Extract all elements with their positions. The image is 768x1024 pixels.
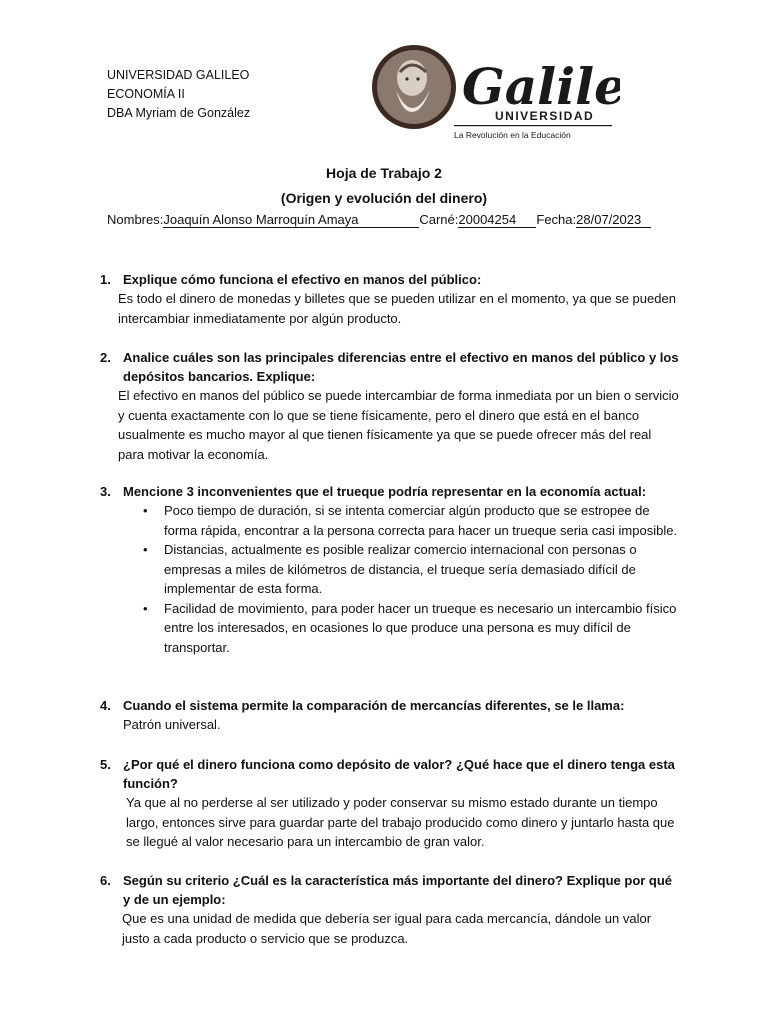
logo-tagline: La Revolución en la Educación <box>454 130 571 140</box>
worksheet-subtitle: (Origen y evolución del dinero) <box>280 190 488 206</box>
galileo-logo <box>370 42 620 142</box>
date-label: Fecha: <box>536 212 577 227</box>
university-name: UNIVERSIDAD GALILEO <box>107 68 250 82</box>
galileo-logo-graphic <box>370 42 620 142</box>
carne-label: Carné: <box>419 212 459 227</box>
question-3 <box>100 482 680 657</box>
carne-value: 20004254 <box>458 212 536 228</box>
question-4 <box>100 696 680 735</box>
question-5 <box>100 755 680 852</box>
answer-text: El efectivo en manos del público se puede intercambiar de forma inmediata por un bien o servicio y cuenta exactamente con lo que se tiene físicamente, pero el dinero que está en el banco usualmente es mucho mayor al que tienen físicamente ya que se puede ofrecer más del real para motivar la economía. <box>118 388 679 462</box>
list-item: • Poco tiempo de duración, si se intenta comerciar algún producto que se estropee de forma rápida, encontrar a la persona correcta para hacer un trueque seria casi imposible. <box>100 501 680 540</box>
logo-wordmark: Galil <box>462 57 595 116</box>
question-text: Explique cómo funciona el efectivo en manos del público: <box>123 272 482 287</box>
worksheet-title: Hoja de Trabajo 2 <box>326 165 442 181</box>
names-label: Nombres: <box>107 212 164 227</box>
question-number: 6. <box>100 873 111 888</box>
question-number: 2. <box>100 350 111 365</box>
question-text: Cuando el sistema permite la comparación de mercancías diferentes, se le llama: <box>123 698 625 713</box>
list-item: • Distancias, actualmente es posible realizar comercio internacional con personas o empresas a miles de kilómetros de distancia, el trueque sería demasiado difícil de implementar de esta forma. <box>100 540 680 599</box>
list-item: • Facilidad de movimiento, para poder hacer un trueque es necesario un intercambio físico entre los interesados, en ocasiones lo que produce una persona es muy difícil de transportar. <box>100 599 680 658</box>
answer-text: Que es una unidad de medida que debería ser igual para cada mercancía, dándole un valor justo a cada producto o servicio que se produzca. <box>122 911 652 946</box>
inconvenience-list <box>100 501 680 657</box>
date-value: 28/07/2023 <box>576 212 651 228</box>
question-1 <box>100 270 680 328</box>
institution-header <box>107 66 250 123</box>
answer-text: Es todo el dinero de monedas y billetes que se pueden utilizar en el momento, ya que se pueden intercambiar inmediatamente por algún producto. <box>118 291 676 326</box>
instructor-name: DBA Myriam de González <box>107 106 251 120</box>
question-number: 5. <box>100 757 111 772</box>
question-6 <box>100 871 680 948</box>
question-text: Según su criterio ¿Cuál es la característica más importante del dinero? Explique por qué y de un ejemplo: <box>123 873 673 907</box>
answer-text: Ya que al no perderse al ser utilizado y poder conservar su mismo estado durante un tiempo largo, entonces sirve para guardar parte del trabajo producido como dinero y juntarlo hasta que se llegué al valor necesario para un intercambio de gran valor. <box>126 795 675 849</box>
question-text: Analice cuáles son las principales diferencias entre el efectivo en manos del público y los depósitos bancarios. Explique: <box>123 350 679 384</box>
course-name: ECONOMÍA II <box>107 87 185 101</box>
question-text: Mencione 3 inconvenientes que el trueque podría representar en la economía actual: <box>123 484 647 499</box>
question-number: 3. <box>100 484 111 499</box>
answer-text: Patrón universal. <box>123 717 221 732</box>
logo-subtitle: UNIVERSIDAD <box>495 109 595 123</box>
question-number: 1. <box>100 272 111 287</box>
question-text: ¿Por qué el dinero funciona como depósito de valor? ¿Qué hace que el dinero tenga esta función? <box>123 757 675 791</box>
question-2 <box>100 348 680 464</box>
names-value: Joaquín Alonso Marroquín Amaya <box>163 212 419 228</box>
student-info-line <box>107 212 651 228</box>
question-number: 4. <box>100 698 111 713</box>
